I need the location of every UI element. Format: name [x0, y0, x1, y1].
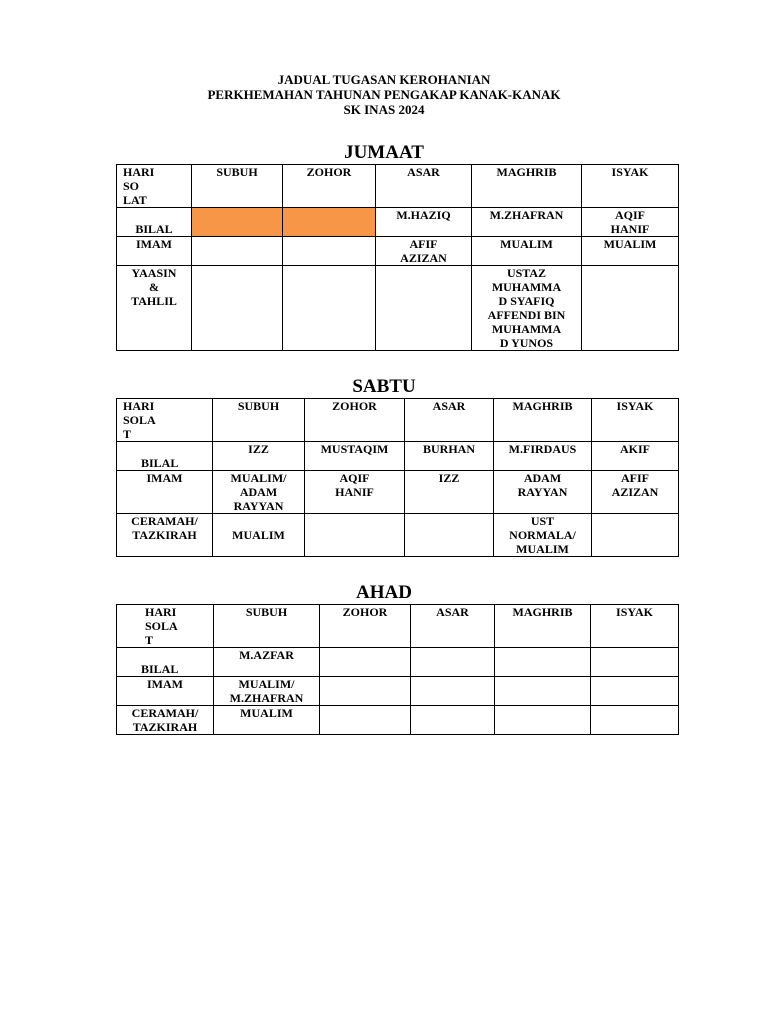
asar-header: ASAR — [411, 605, 495, 648]
ceramah-isyak-cell — [592, 514, 679, 557]
jumaat-table — [116, 164, 679, 351]
asar-header: ASAR — [376, 165, 472, 208]
ceramah-zohor-cell — [305, 514, 405, 557]
table-row — [117, 237, 679, 266]
table-row — [117, 399, 679, 442]
bilal-asar-cell: BURHAN — [405, 442, 494, 471]
imam-zohor-cell — [283, 237, 376, 266]
imam-subuh-cell — [192, 237, 283, 266]
isyak-header: ISYAK — [592, 399, 679, 442]
bilal-zohor-cell — [320, 648, 411, 677]
bilal-label: BILAL — [117, 442, 213, 471]
ceramah-zohor-cell — [320, 706, 411, 735]
bilal-subuh-cell: M.AZFAR — [214, 648, 320, 677]
document-header — [0, 72, 768, 117]
bilal-maghrib-cell: M.FIRDAUS — [494, 442, 592, 471]
subuh-header: SUBUH — [192, 165, 283, 208]
bilal-zohor-cell — [283, 208, 376, 237]
isyak-header: ISYAK — [582, 165, 679, 208]
imam-label: IMAM — [117, 237, 192, 266]
yaasin-asar-cell — [376, 266, 472, 351]
ahad-table — [116, 604, 679, 735]
zohor-header: ZOHOR — [283, 165, 376, 208]
hari-solat-header: HARI SO LAT — [117, 165, 192, 208]
maghrib-header: MAGHRIB — [472, 165, 582, 208]
imam-label: IMAM — [117, 677, 214, 706]
asar-header: ASAR — [405, 399, 494, 442]
imam-subuh-cell: MUALIM/ M.ZHAFRAN — [214, 677, 320, 706]
table-row — [117, 165, 679, 208]
ceramah-asar-cell — [411, 706, 495, 735]
ceramah-maghrib-cell — [495, 706, 591, 735]
table-row — [117, 471, 679, 514]
imam-maghrib-cell — [495, 677, 591, 706]
bilal-maghrib-cell: M.ZHAFRAN — [472, 208, 582, 237]
table-row — [117, 706, 679, 735]
zohor-header: ZOHOR — [320, 605, 411, 648]
imam-maghrib-cell: MUALIM — [472, 237, 582, 266]
ceramah-label: CERAMAH/ TAZKIRAH — [117, 514, 213, 557]
bilal-subuh-cell — [192, 208, 283, 237]
hari-solat-header: HARI SOLA T — [117, 605, 214, 648]
isyak-header: ISYAK — [591, 605, 679, 648]
table-row — [117, 677, 679, 706]
hari-solat-header: HARI SOLA T — [117, 399, 213, 442]
bilal-label: BILAL — [117, 648, 214, 677]
yaasin-tahlil-label: YAASIN & TAHLIL — [117, 266, 192, 351]
imam-label: IMAM — [117, 471, 213, 514]
jumaat-title: JUMAAT — [344, 142, 424, 163]
yaasin-isyak-cell — [582, 266, 679, 351]
imam-zohor-cell — [320, 677, 411, 706]
bilal-isyak-cell — [591, 648, 679, 677]
bilal-asar-cell — [411, 648, 495, 677]
bilal-isyak-cell: AQIF HANIF — [582, 208, 679, 237]
table-row — [117, 442, 679, 471]
ceramah-maghrib-cell: UST NORMALA/ MUALIM — [494, 514, 592, 557]
imam-asar-cell: AFIF AZIZAN — [376, 237, 472, 266]
imam-isyak-cell: MUALIM — [582, 237, 679, 266]
imam-maghrib-cell: ADAM RAYYAN — [494, 471, 592, 514]
imam-isyak-cell: AFIF AZIZAN — [592, 471, 679, 514]
yaasin-subuh-cell — [192, 266, 283, 351]
bilal-subuh-cell: IZZ — [213, 442, 305, 471]
table-row — [117, 514, 679, 557]
imam-zohor-cell: AQIF HANIF — [305, 471, 405, 514]
ceramah-subuh-cell: MUALIM — [214, 706, 320, 735]
table-row — [117, 266, 679, 351]
bilal-label: BILAL — [117, 208, 192, 237]
table-row — [117, 648, 679, 677]
maghrib-header: MAGHRIB — [494, 399, 592, 442]
maghrib-header: MAGHRIB — [495, 605, 591, 648]
yaasin-maghrib-cell: USTAZ MUHAMMA D SYAFIQ AFFENDI BIN MUHAMMA D YUNOS — [472, 266, 582, 351]
header-line-3: SK INAS 2024 — [343, 102, 425, 117]
ceramah-asar-cell — [405, 514, 494, 557]
subuh-header: SUBUH — [213, 399, 305, 442]
yaasin-zohor-cell — [283, 266, 376, 351]
bilal-zohor-cell: MUSTAQIM — [305, 442, 405, 471]
bilal-isyak-cell: AKIF — [592, 442, 679, 471]
table-row — [117, 605, 679, 648]
sabtu-title: SABTU — [352, 376, 416, 397]
header-line-1: JADUAL TUGASAN KEROHANIAN — [277, 72, 491, 87]
imam-asar-cell: IZZ — [405, 471, 494, 514]
bilal-asar-cell: M.HAZIQ — [376, 208, 472, 237]
imam-subuh-cell: MUALIM/ ADAM RAYYAN — [213, 471, 305, 514]
ceramah-label: CERAMAH/ TAZKIRAH — [117, 706, 214, 735]
subuh-header: SUBUH — [214, 605, 320, 648]
table-row — [117, 208, 679, 237]
header-line-2: PERKHEMAHAN TAHUNAN PENGAKAP KANAK-KANAK — [207, 87, 561, 102]
ceramah-subuh-cell: MUALIM — [213, 514, 305, 557]
zohor-header: ZOHOR — [305, 399, 405, 442]
imam-isyak-cell — [591, 677, 679, 706]
imam-asar-cell — [411, 677, 495, 706]
bilal-maghrib-cell — [495, 648, 591, 677]
ahad-title: AHAD — [356, 582, 412, 603]
ceramah-isyak-cell — [591, 706, 679, 735]
sabtu-table — [116, 398, 679, 557]
